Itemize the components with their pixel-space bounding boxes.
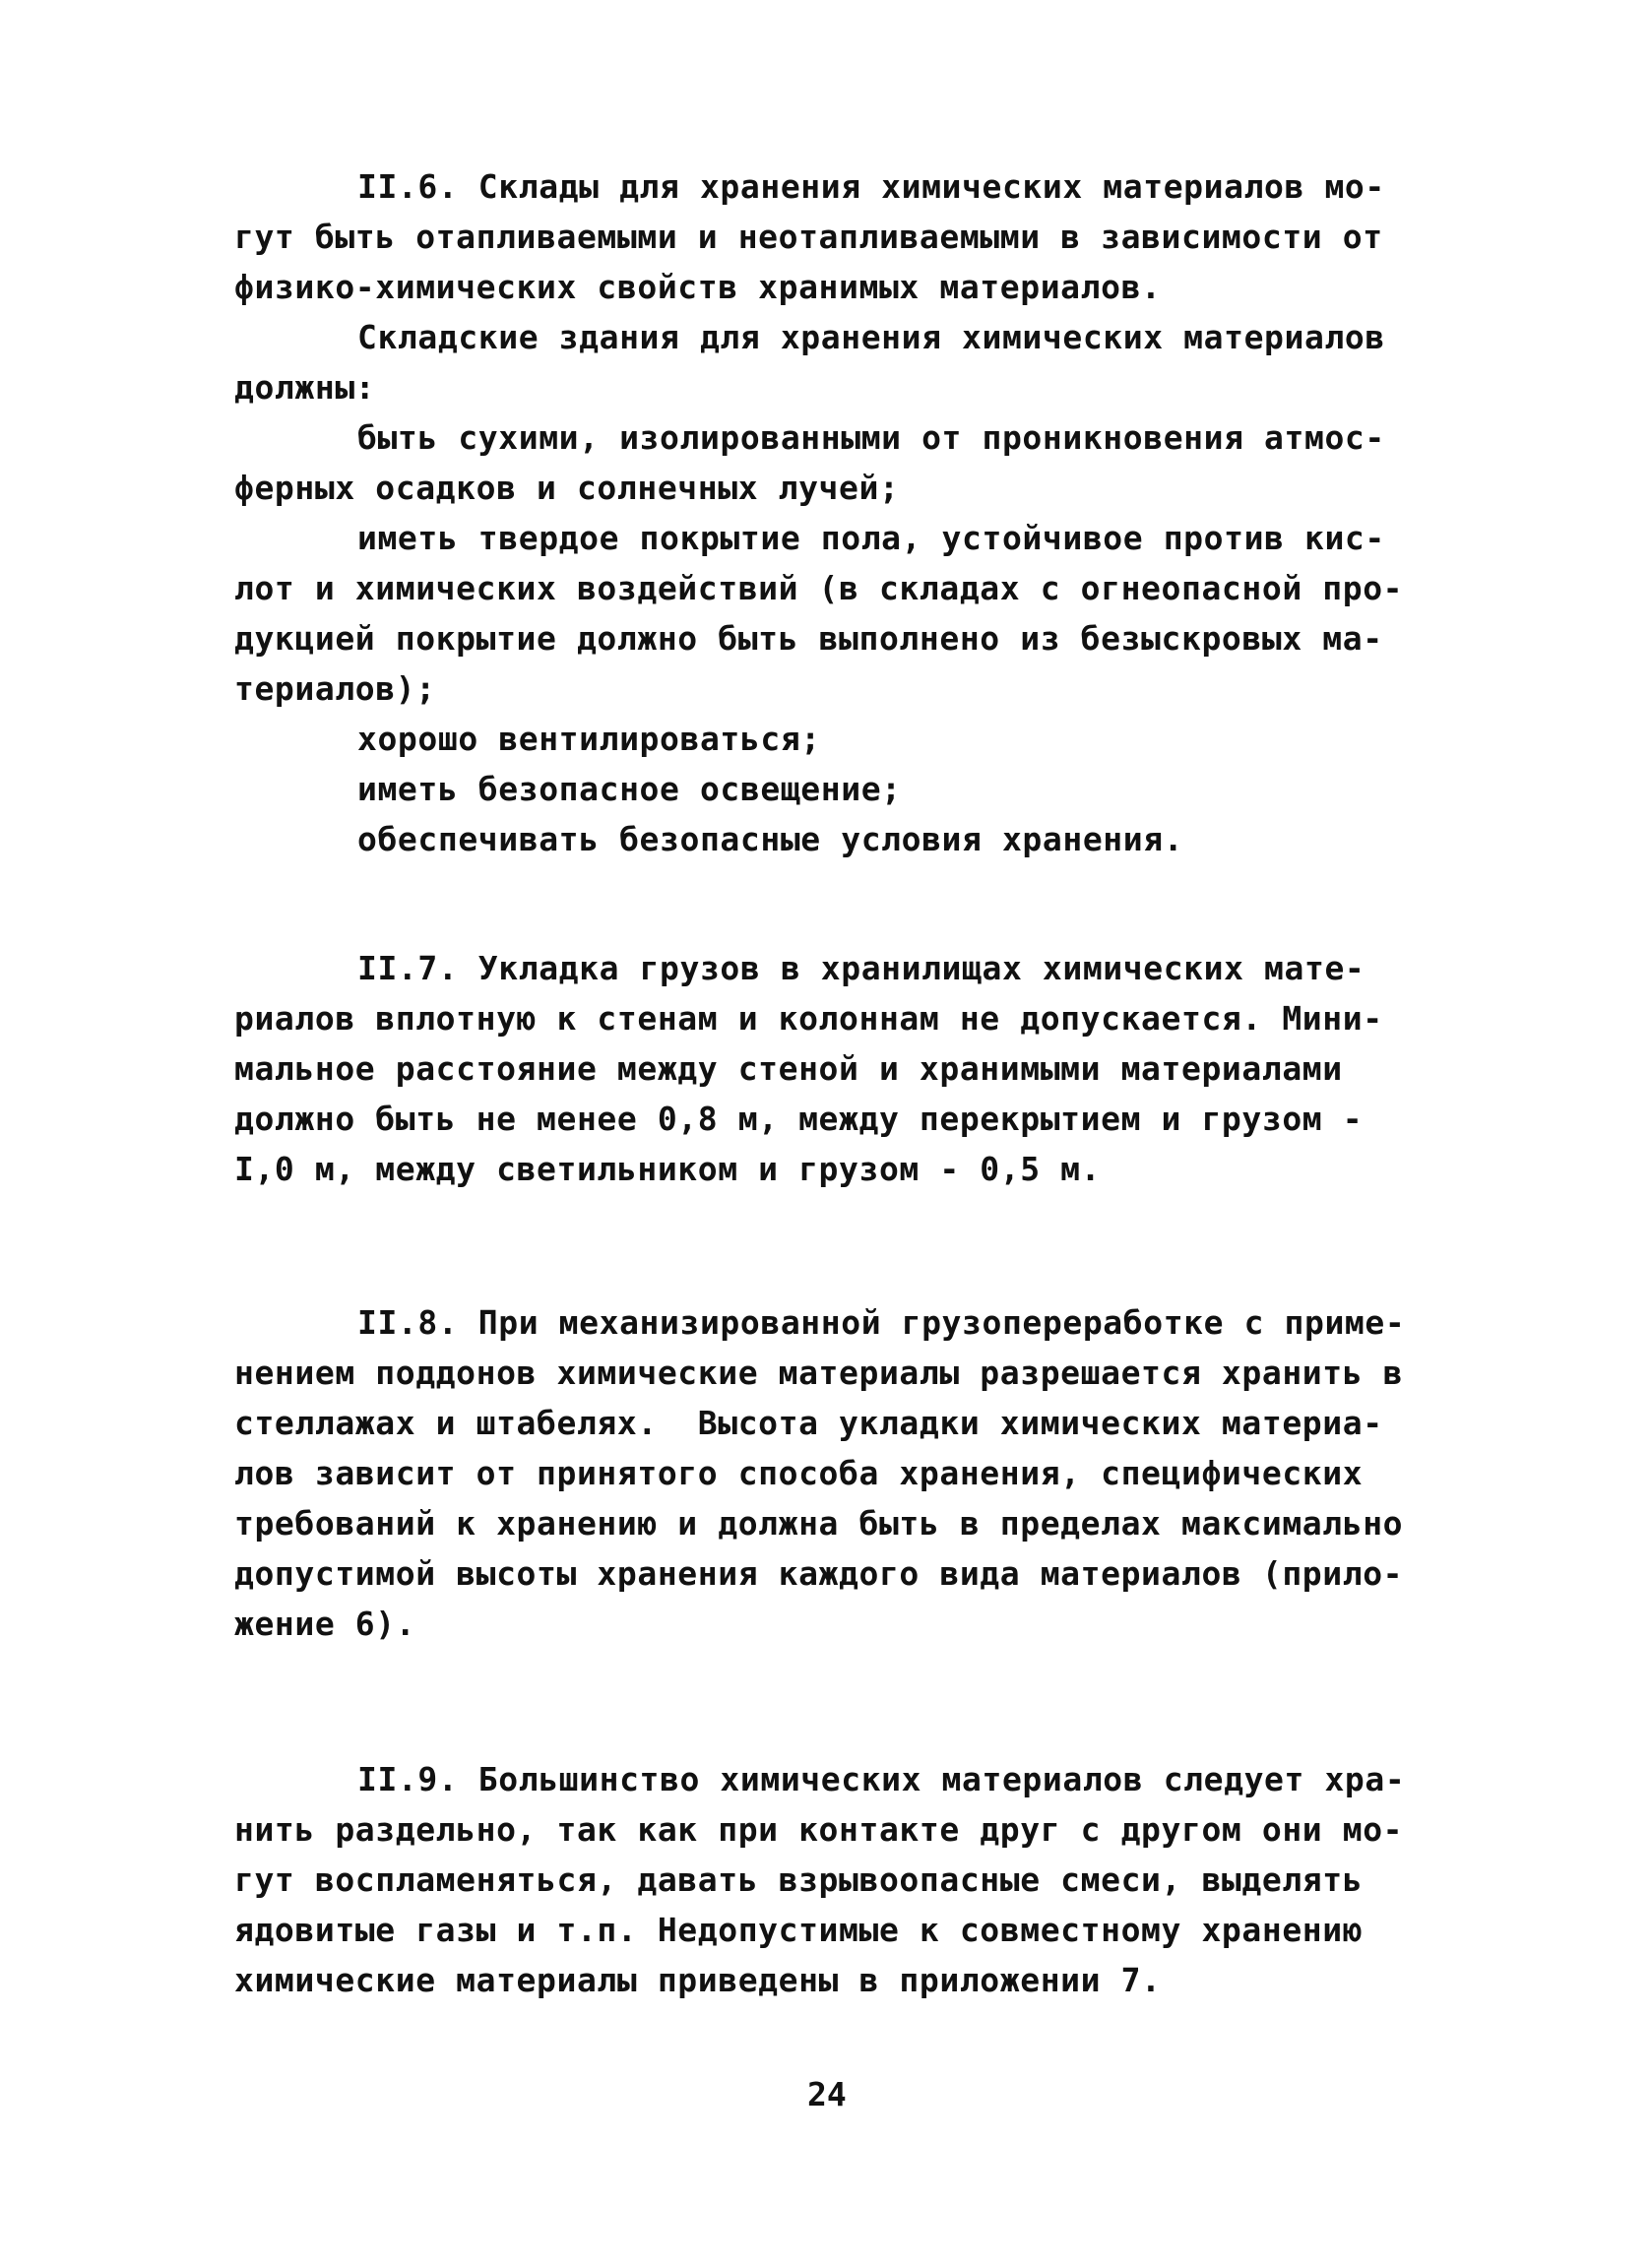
paragraph-line: должны: — [234, 368, 376, 407]
paragraph-line: физико-химических свойств хранимых материалов. — [234, 268, 1162, 306]
paragraph-line: иметь твердое покрытие пола, устойчивое против кис- — [357, 519, 1385, 557]
paragraph-line: должно быть не менее 0,8 м, между перекрытием и грузом - — [234, 1100, 1364, 1138]
paragraph-line: териалов); — [234, 669, 436, 708]
paragraph-line: лов зависит от принятого способа хранения, специфических — [234, 1454, 1364, 1492]
paragraph-line: гут быть отапливаемыми и неотапливаемыми в зависимости от — [234, 218, 1383, 256]
paragraph-line: мальное расстояние между стеной и хранимыми материалами — [234, 1049, 1343, 1088]
paragraph-line: дукцией покрытие должно быть выполнено из безыскровых ма- — [234, 619, 1383, 658]
paragraph-line: риалов вплотную к стенам и колоннам не допускается. Мини- — [234, 999, 1383, 1038]
paragraph-line: быть сухими, изолированными от проникновения атмос- — [357, 418, 1385, 457]
page-number: 24 — [807, 2075, 847, 2113]
paragraph-line: допустимой высоты хранения каждого вида материалов (прило- — [234, 1554, 1404, 1593]
paragraph-line: обеспечивать безопасные условия хранения. — [357, 820, 1184, 858]
paragraph-line: II.6. Склады для хранения химических материалов мо- — [357, 167, 1385, 206]
paragraph-line: жение 6). — [234, 1605, 416, 1643]
paragraph-line: гут воспламеняться, давать взрывоопасные смеси, выделять — [234, 1860, 1364, 1899]
paragraph-line: II.8. При механизированной грузопереработке с приме- — [357, 1303, 1406, 1342]
paragraph-line: ядовитые газы и т.п. Недопустимые к совместному хранению — [234, 1911, 1364, 1949]
paragraph-line: стеллажах и штабелях. Высота укладки химических материа- — [234, 1404, 1383, 1442]
paragraph-line: II.9. Большинство химических материалов следует хра- — [357, 1760, 1406, 1798]
paragraph-line: II.7. Укладка грузов в хранилищах химических мате- — [357, 949, 1365, 987]
paragraph-line: требований к хранению и должна быть в пределах максимально — [234, 1504, 1404, 1543]
paragraph-line: нить раздельно, так как при контакте друг с другом они мо- — [234, 1810, 1404, 1849]
paragraph-line: иметь безопасное освещение; — [357, 770, 902, 808]
paragraph-line: хорошо вентилироваться; — [357, 720, 821, 758]
paragraph-line: лот и химических воздействий (в складах с огнеопасной про- — [234, 569, 1404, 607]
paragraph-line: ферных осадков и солнечных лучей; — [234, 469, 900, 507]
paragraph-line: Складские здания для хранения химических материалов — [357, 318, 1385, 356]
paragraph-line: I,0 м, между светильником и грузом - 0,5 м. — [234, 1150, 1102, 1188]
paragraph-line: химические материалы приведены в приложении 7. — [234, 1961, 1162, 1999]
paragraph-line: нением поддонов химические материалы разрешается хранить в — [234, 1354, 1404, 1392]
